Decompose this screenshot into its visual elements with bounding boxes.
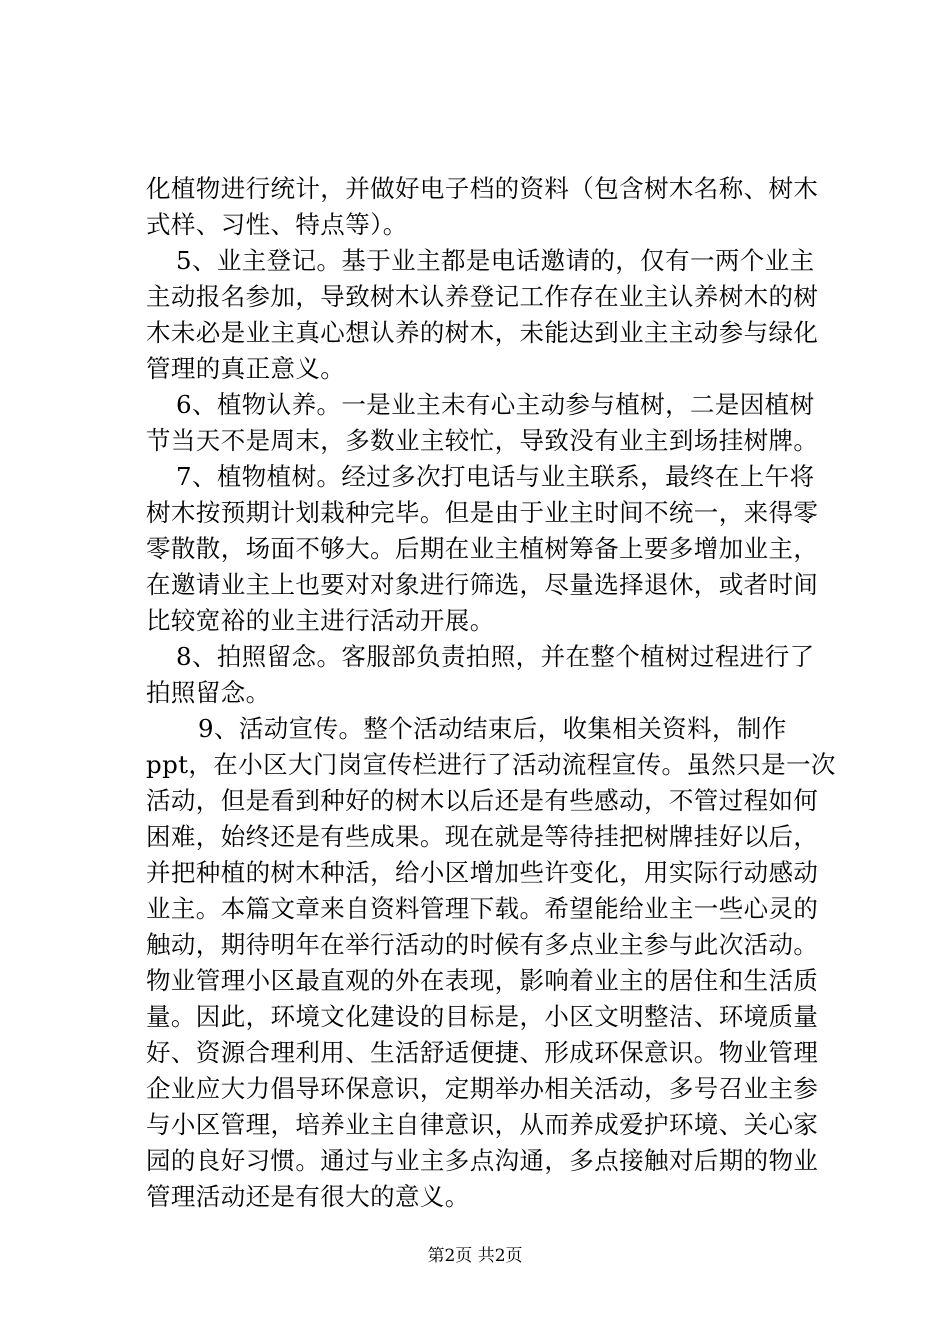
text-line: 活动，但是看到种好的树木以后还是有些感动，不管过程如何 — [146, 786, 819, 815]
paragraph-9-start: 9、活动宣传。整个活动结束后，收集相关资料，制作 — [198, 714, 787, 743]
text-line: 在邀请业主上也要对对象进行筛选，尽量选择退休，或者时间 — [146, 570, 819, 599]
paragraph-7-start: 7、植物植树。经过多次打电话与业主联系，最终在上午将 — [176, 462, 815, 491]
text-line: ppt，在小区大门岗宣传栏进行了活动流程宣传。虽然只是一次 — [146, 750, 836, 779]
text-line: 树木按预期计划栽种完毕。但是由于业主时间不统一，来得零 — [146, 498, 819, 527]
page-number-footer: 第2页 共2页 — [427, 1246, 523, 1266]
text-line: 化植物进行统计，并做好电子档的资料（包含树木名称、树木 — [146, 174, 819, 203]
text-line: 管理的真正意义。 — [146, 354, 346, 383]
paragraph-6-start: 6、植物认养。一是业主未有心主动参与植树，二是因植树 — [176, 390, 815, 419]
text-line: 量。因此，环境文化建设的目标是，小区文明整洁、环境质量 — [146, 1002, 819, 1031]
text-line: 企业应大力倡导环保意识，定期举办相关活动，多号召业主参 — [146, 1074, 819, 1103]
document-body — [146, 171, 836, 1215]
text-line: 零散散，场面不够大。后期在业主植树筹备上要多增加业主， — [146, 534, 819, 563]
text-line: 物业管理小区最直观的外在表现，影响着业主的居住和生活质 — [146, 966, 819, 995]
text-line: 拍照留念。 — [146, 678, 271, 707]
text-line: 管理活动还是有很大的意义。 — [146, 1182, 470, 1211]
text-line: 木未必是业主真心想认养的树木，未能达到业主主动参与绿化 — [146, 318, 819, 347]
text-line: 触动，期待明年在举行活动的时候有多点业主参与此次活动。 — [146, 930, 819, 959]
text-line: 好、资源合理利用、生活舒适便捷、形成环保意识。物业管理 — [146, 1038, 819, 1067]
text-line: 主动报名参加，导致树木认养登记工作存在业主认养树木的树 — [146, 282, 819, 311]
text-line: 与小区管理，培养业主自律意识，从而养成爱护环境、关心家 — [146, 1110, 819, 1139]
text-line: 园的良好习惯。通过与业主多点沟通，多点接触对后期的物业 — [146, 1146, 819, 1175]
paragraph-8-start: 8、拍照留念。客服部负责拍照，并在整个植树过程进行了 — [176, 642, 815, 671]
text-line: 比较宽裕的业主进行活动开展。 — [146, 606, 495, 635]
text-line: 式样、习性、特点等）。 — [146, 210, 408, 239]
paragraph-5-start: 5、业主登记。基于业主都是电话邀请的，仅有一两个业主 — [176, 246, 815, 275]
text-line: 并把种植的树木种活，给小区增加些许变化，用实际行动感动 — [146, 858, 819, 887]
text-line: 节当天不是周末，多数业主较忙，导致没有业主到场挂树牌。 — [146, 426, 819, 455]
text-line: 困难，始终还是有些成果。现在就是等待挂把树牌挂好以后， — [146, 822, 819, 851]
text-line: 业主。本篇文章来自资料管理下载。希望能给业主一些心灵的 — [146, 894, 819, 923]
